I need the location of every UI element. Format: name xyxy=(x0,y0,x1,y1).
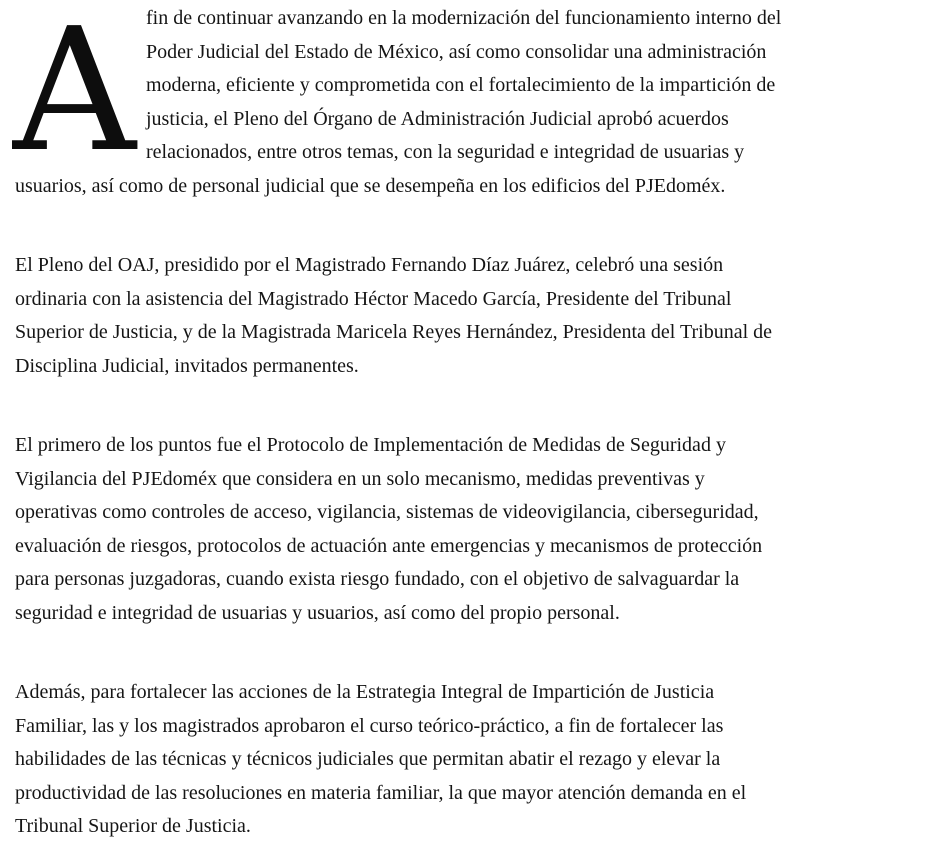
text-line: operativas como controles de acceso, vigilancia, sistemas de videovigilancia, ciberseguridad, xyxy=(15,501,759,523)
text-line: usuarios, así como de personal judicial que se desempeña en los edificios del PJEdoméx. xyxy=(15,174,726,197)
text-line: El primero de los puntos fue el Protocolo de Implementación de Medidas de Seguridad y xyxy=(15,434,726,456)
text-line: El Pleno del OAJ, presidido por el Magistrado Fernando Díaz Juárez, celebró una sesión xyxy=(15,254,724,276)
text-line: evaluación de riesgos, protocolos de actuación ante emergencias y mecanismos de protección xyxy=(15,534,763,557)
text-line: para personas juzgadoras, cuando exista riesgo fundado, con el objetivo de salvaguardar la xyxy=(15,568,740,590)
text-line: Disciplina Judicial, invitados permanentes. xyxy=(15,354,359,377)
text-line: moderna, eficiente y comprometida con el fortalecimiento de la impartición de xyxy=(146,74,776,96)
text-line: Además, para fortalecer las acciones de la Estrategia Integral de Impartición de Justicia xyxy=(15,681,715,703)
paragraph xyxy=(15,2,914,203)
text-line: relacionados, entre otros temas, con la seguridad e integridad de usuarias y xyxy=(146,141,745,163)
text-line: Superior de Justicia, y de la Magistrada Maricela Reyes Hernández, Presidenta del Tribunal de xyxy=(15,321,773,343)
text-line: Tribunal Superior de Justicia. xyxy=(15,815,251,837)
paragraph xyxy=(15,249,914,383)
text-line: habilidades de las técnicas y técnicos judiciales que permitan abatir el rezago y elevar la xyxy=(15,748,721,770)
text-line: Vigilancia del PJEdoméx que considera en un solo mecanismo, medidas preventivas y xyxy=(15,467,705,490)
drop-cap xyxy=(13,0,146,190)
text-line: productividad de las resoluciones en materia familiar, la que mayor atención demanda en el xyxy=(15,781,747,804)
text-line: fin de continuar avanzando en la modernización del funcionamiento interno del xyxy=(146,7,782,29)
paragraph xyxy=(15,429,914,630)
text-line: justicia, el Pleno del Órgano de Administración Judicial aprobó acuerdos xyxy=(146,107,729,130)
text-line: Poder Judicial del Estado de México, así como consolidar una administración xyxy=(146,40,767,63)
paragraph xyxy=(15,676,914,844)
text-line: seguridad e integridad de usuarias y usuarios, así como del propio personal. xyxy=(15,601,620,624)
text-line: Familiar, las y los magistrados aprobaron el curso teórico-práctico, a fin de fortalecer las xyxy=(15,714,724,737)
text-line: ordinaria con la asistencia del Magistrado Héctor Macedo García, Presidente del Tribunal xyxy=(15,287,732,310)
article-body xyxy=(15,2,914,844)
drop-cap-letter: A xyxy=(13,0,136,190)
